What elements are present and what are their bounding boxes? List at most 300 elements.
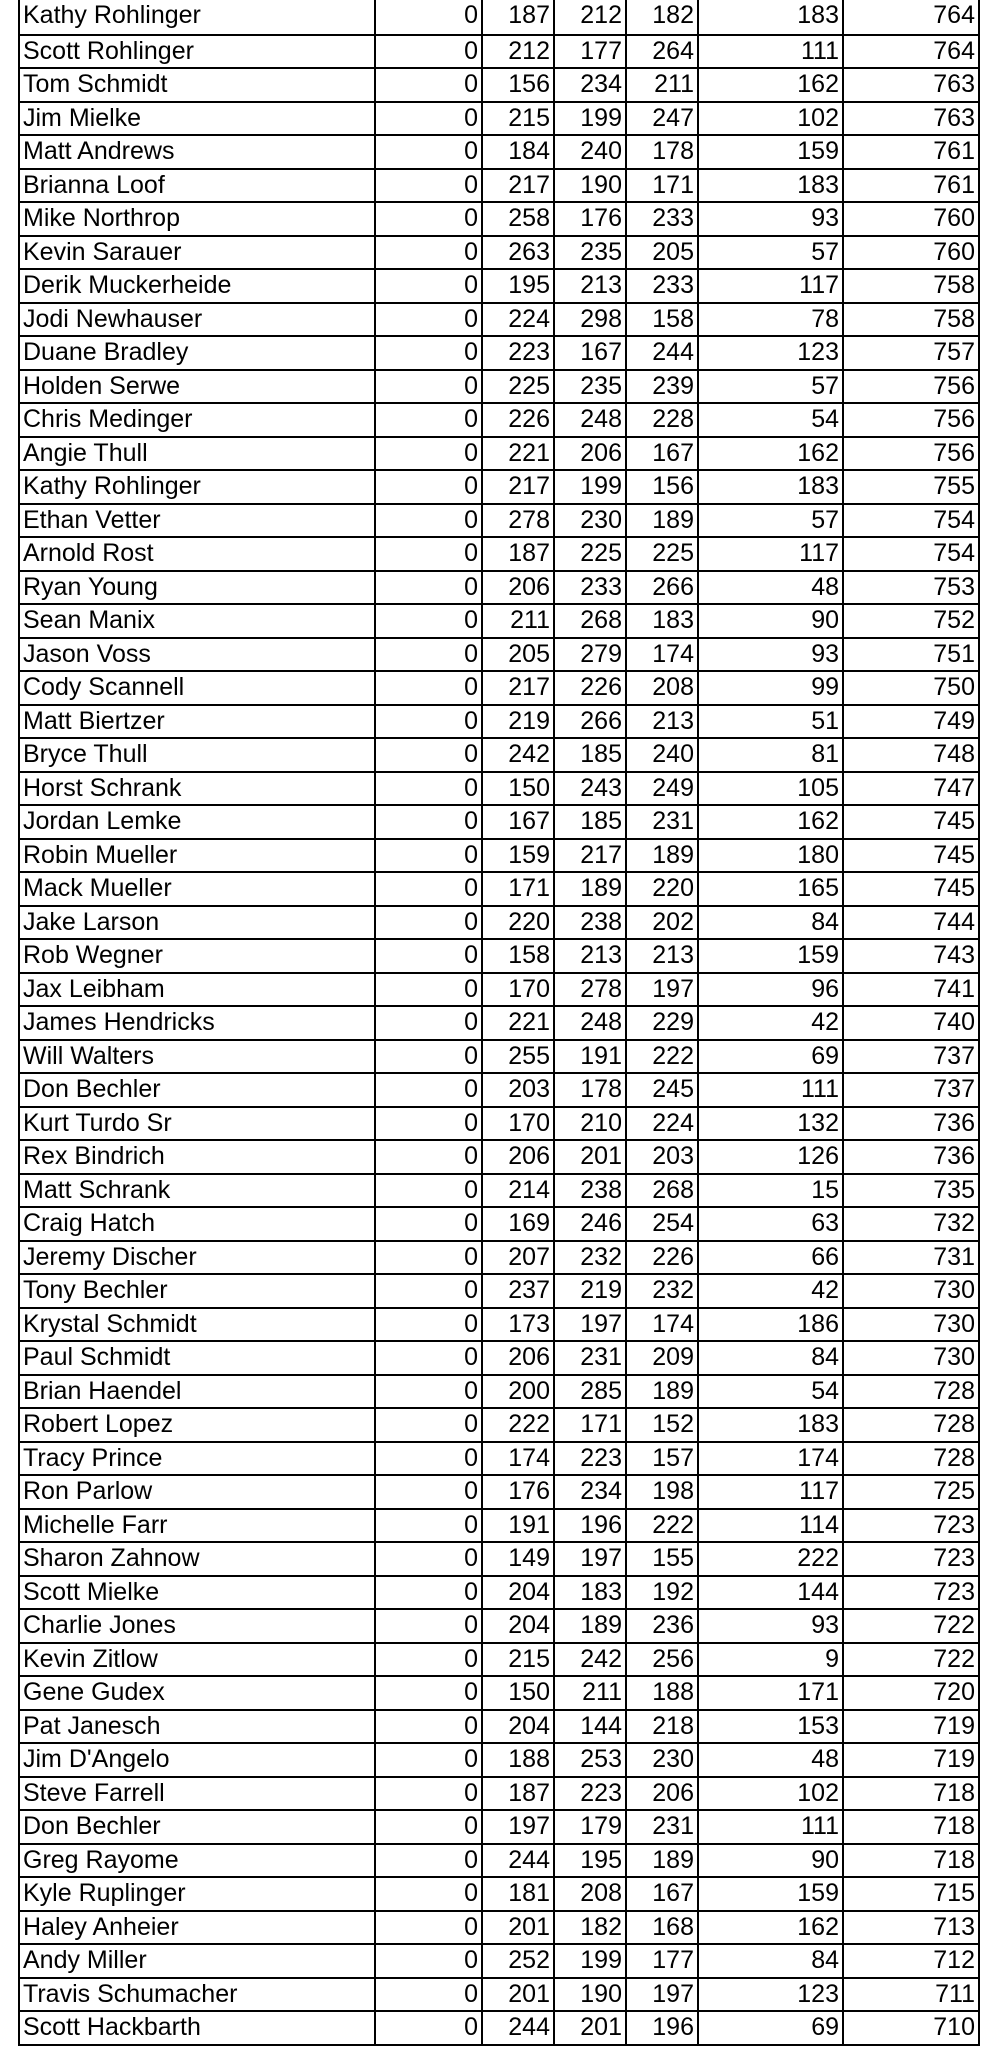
col5-value-cell: 222 [697, 1543, 842, 1575]
player-name-cell: Chris Medinger [18, 404, 374, 436]
table-row [18, 469, 980, 503]
total-value-cell: 761 [842, 170, 980, 202]
col2-value-cell: 221 [481, 438, 553, 470]
col2-value-cell: 176 [481, 1476, 553, 1508]
col4-value-cell: 171 [625, 170, 697, 202]
col5-value-cell: 69 [697, 2012, 842, 2044]
total-value-cell: 743 [842, 940, 980, 972]
player-name-cell: Ryan Young [18, 572, 374, 604]
player-name-cell: Krystal Schmidt [18, 1309, 374, 1341]
col3-value-cell: 185 [553, 806, 625, 838]
col3-value-cell: 231 [553, 1342, 625, 1374]
col5-value-cell: 90 [697, 1845, 842, 1877]
col3-value-cell: 235 [553, 371, 625, 403]
col2-value-cell: 206 [481, 1141, 553, 1173]
table-row [18, 737, 980, 771]
col4-value-cell: 233 [625, 203, 697, 235]
col1-value-cell: 0 [374, 1610, 481, 1642]
player-name-cell: Matt Schrank [18, 1175, 374, 1207]
col2-value-cell: 217 [481, 471, 553, 503]
col5-value-cell: 174 [697, 1443, 842, 1475]
col3-value-cell: 213 [553, 270, 625, 302]
col4-value-cell: 256 [625, 1644, 697, 1676]
total-value-cell: 725 [842, 1476, 980, 1508]
col4-value-cell: 208 [625, 672, 697, 704]
table-row [18, 134, 980, 168]
col5-value-cell: 171 [697, 1677, 842, 1709]
table-row [18, 402, 980, 436]
col3-value-cell: 196 [553, 1510, 625, 1542]
col4-value-cell: 209 [625, 1342, 697, 1374]
col4-value-cell: 249 [625, 773, 697, 805]
col2-value-cell: 237 [481, 1275, 553, 1307]
table-row [18, 1742, 980, 1776]
col3-value-cell: 217 [553, 840, 625, 872]
total-value-cell: 745 [842, 840, 980, 872]
total-value-cell: 732 [842, 1208, 980, 1240]
total-value-cell: 728 [842, 1376, 980, 1408]
col4-value-cell: 231 [625, 1811, 697, 1843]
total-value-cell: 747 [842, 773, 980, 805]
total-value-cell: 754 [842, 538, 980, 570]
player-name-cell: Holden Serwe [18, 371, 374, 403]
col3-value-cell: 197 [553, 1543, 625, 1575]
col1-value-cell: 0 [374, 438, 481, 470]
col4-value-cell: 167 [625, 1878, 697, 1910]
col3-value-cell: 206 [553, 438, 625, 470]
player-name-cell: Kathy Rohlinger [18, 0, 374, 34]
col3-value-cell: 189 [553, 1610, 625, 1642]
table-row [18, 1374, 980, 1408]
player-name-cell: Scott Mielke [18, 1577, 374, 1609]
col4-value-cell: 213 [625, 706, 697, 738]
total-value-cell: 754 [842, 505, 980, 537]
col1-value-cell: 0 [374, 1644, 481, 1676]
col1-value-cell: 0 [374, 940, 481, 972]
col2-value-cell: 204 [481, 1711, 553, 1743]
player-name-cell: Robin Mueller [18, 840, 374, 872]
col3-value-cell: 199 [553, 471, 625, 503]
col5-value-cell: 123 [697, 337, 842, 369]
col2-value-cell: 221 [481, 1007, 553, 1039]
col1-value-cell: 0 [374, 739, 481, 771]
col5-value-cell: 111 [697, 36, 842, 68]
col1-value-cell: 0 [374, 1376, 481, 1408]
col1-value-cell: 0 [374, 103, 481, 135]
col4-value-cell: 206 [625, 1778, 697, 1810]
col2-value-cell: 207 [481, 1242, 553, 1274]
col4-value-cell: 240 [625, 739, 697, 771]
col5-value-cell: 183 [697, 170, 842, 202]
col3-value-cell: 248 [553, 1007, 625, 1039]
col1-value-cell: 0 [374, 1175, 481, 1207]
col2-value-cell: 219 [481, 706, 553, 738]
col1-value-cell: 0 [374, 337, 481, 369]
col3-value-cell: 266 [553, 706, 625, 738]
col1-value-cell: 0 [374, 136, 481, 168]
col1-value-cell: 0 [374, 1677, 481, 1709]
player-name-cell: Steve Farrell [18, 1778, 374, 1810]
col1-value-cell: 0 [374, 1778, 481, 1810]
col5-value-cell: 102 [697, 1778, 842, 1810]
col1-value-cell: 0 [374, 203, 481, 235]
col3-value-cell: 199 [553, 1945, 625, 1977]
col5-value-cell: 162 [697, 806, 842, 838]
table-row [18, 570, 980, 604]
col4-value-cell: 174 [625, 639, 697, 671]
total-value-cell: 710 [842, 2012, 980, 2044]
table-row [18, 1474, 980, 1508]
col3-value-cell: 232 [553, 1242, 625, 1274]
total-value-cell: 728 [842, 1409, 980, 1441]
col4-value-cell: 158 [625, 304, 697, 336]
total-value-cell: 764 [842, 36, 980, 68]
table-row [18, 1508, 980, 1542]
table-row [18, 1943, 980, 1977]
col5-value-cell: 84 [697, 907, 842, 939]
col3-value-cell: 235 [553, 237, 625, 269]
table-row [18, 871, 980, 905]
player-name-cell: Duane Bradley [18, 337, 374, 369]
table-row [18, 1106, 980, 1140]
col3-value-cell: 176 [553, 203, 625, 235]
col4-value-cell: 222 [625, 1510, 697, 1542]
table-row [18, 1173, 980, 1207]
table-row [18, 101, 980, 135]
col3-value-cell: 197 [553, 1309, 625, 1341]
player-name-cell: Cody Scannell [18, 672, 374, 704]
table-row [18, 1139, 980, 1173]
table-row [18, 804, 980, 838]
col4-value-cell: 254 [625, 1208, 697, 1240]
col2-value-cell: 150 [481, 773, 553, 805]
table-row [18, 1709, 980, 1743]
total-value-cell: 719 [842, 1744, 980, 1776]
col2-value-cell: 220 [481, 907, 553, 939]
col4-value-cell: 245 [625, 1074, 697, 1106]
player-name-cell: Will Walters [18, 1041, 374, 1073]
col4-value-cell: 205 [625, 237, 697, 269]
col5-value-cell: 48 [697, 572, 842, 604]
col2-value-cell: 187 [481, 538, 553, 570]
table-row [18, 1876, 980, 1910]
col2-value-cell: 184 [481, 136, 553, 168]
col5-value-cell: 132 [697, 1108, 842, 1140]
total-value-cell: 745 [842, 873, 980, 905]
col4-value-cell: 183 [625, 605, 697, 637]
col5-value-cell: 165 [697, 873, 842, 905]
col4-value-cell: 244 [625, 337, 697, 369]
player-name-cell: Paul Schmidt [18, 1342, 374, 1374]
total-value-cell: 750 [842, 672, 980, 704]
col1-value-cell: 0 [374, 1007, 481, 1039]
table-row [18, 1575, 980, 1609]
col3-value-cell: 278 [553, 974, 625, 1006]
player-name-cell: Jordan Lemke [18, 806, 374, 838]
col1-value-cell: 0 [374, 170, 481, 202]
col2-value-cell: 150 [481, 1677, 553, 1709]
col5-value-cell: 162 [697, 69, 842, 101]
col1-value-cell: 0 [374, 806, 481, 838]
table-row [18, 34, 980, 68]
col4-value-cell: 192 [625, 1577, 697, 1609]
player-name-cell: Mike Northrop [18, 203, 374, 235]
col1-value-cell: 0 [374, 1711, 481, 1743]
table-row [18, 201, 980, 235]
col5-value-cell: 117 [697, 270, 842, 302]
col2-value-cell: 204 [481, 1610, 553, 1642]
col2-value-cell: 187 [481, 1778, 553, 1810]
total-value-cell: 718 [842, 1811, 980, 1843]
col5-value-cell: 126 [697, 1141, 842, 1173]
player-name-cell: Jeremy Discher [18, 1242, 374, 1274]
total-value-cell: 737 [842, 1074, 980, 1106]
table-row [18, 1039, 980, 1073]
table-row [18, 0, 980, 34]
col3-value-cell: 248 [553, 404, 625, 436]
table-row [18, 603, 980, 637]
col3-value-cell: 201 [553, 1141, 625, 1173]
total-value-cell: 711 [842, 1979, 980, 2011]
col5-value-cell: 180 [697, 840, 842, 872]
col2-value-cell: 206 [481, 1342, 553, 1374]
total-value-cell: 722 [842, 1610, 980, 1642]
col1-value-cell: 0 [374, 1074, 481, 1106]
table-row [18, 1441, 980, 1475]
total-value-cell: 745 [842, 806, 980, 838]
col1-value-cell: 0 [374, 706, 481, 738]
col3-value-cell: 230 [553, 505, 625, 537]
table-row [18, 972, 980, 1006]
player-name-cell: Angie Thull [18, 438, 374, 470]
table-row [18, 771, 980, 805]
total-value-cell: 723 [842, 1577, 980, 1609]
col3-value-cell: 219 [553, 1275, 625, 1307]
col5-value-cell: 51 [697, 706, 842, 738]
col5-value-cell: 42 [697, 1275, 842, 1307]
col3-value-cell: 171 [553, 1409, 625, 1441]
col1-value-cell: 0 [374, 1577, 481, 1609]
col2-value-cell: 170 [481, 1108, 553, 1140]
col3-value-cell: 279 [553, 639, 625, 671]
col2-value-cell: 197 [481, 1811, 553, 1843]
col4-value-cell: 177 [625, 1945, 697, 1977]
col1-value-cell: 0 [374, 1845, 481, 1877]
total-value-cell: 731 [842, 1242, 980, 1274]
table-row [18, 1240, 980, 1274]
player-name-cell: Charlie Jones [18, 1610, 374, 1642]
col3-value-cell: 178 [553, 1074, 625, 1106]
col3-value-cell: 242 [553, 1644, 625, 1676]
col4-value-cell: 231 [625, 806, 697, 838]
col5-value-cell: 186 [697, 1309, 842, 1341]
total-value-cell: 722 [842, 1644, 980, 1676]
col4-value-cell: 167 [625, 438, 697, 470]
col3-value-cell: 212 [553, 0, 625, 34]
col1-value-cell: 0 [374, 471, 481, 503]
col3-value-cell: 167 [553, 337, 625, 369]
table-row [18, 838, 980, 872]
table-row [18, 369, 980, 403]
col2-value-cell: 212 [481, 36, 553, 68]
col3-value-cell: 238 [553, 907, 625, 939]
total-value-cell: 730 [842, 1275, 980, 1307]
player-name-cell: Haley Anheier [18, 1912, 374, 1944]
col4-value-cell: 197 [625, 974, 697, 1006]
total-value-cell: 730 [842, 1309, 980, 1341]
col2-value-cell: 188 [481, 1744, 553, 1776]
col5-value-cell: 48 [697, 1744, 842, 1776]
table-row [18, 1776, 980, 1810]
col5-value-cell: 81 [697, 739, 842, 771]
col1-value-cell: 0 [374, 404, 481, 436]
col5-value-cell: 162 [697, 438, 842, 470]
col1-value-cell: 0 [374, 1811, 481, 1843]
score-table [18, 0, 980, 2046]
col1-value-cell: 0 [374, 2012, 481, 2044]
table-row [18, 1675, 980, 1709]
col4-value-cell: 247 [625, 103, 697, 135]
col2-value-cell: 214 [481, 1175, 553, 1207]
col4-value-cell: 239 [625, 371, 697, 403]
col3-value-cell: 185 [553, 739, 625, 771]
table-row [18, 335, 980, 369]
col5-value-cell: 57 [697, 237, 842, 269]
col5-value-cell: 54 [697, 1376, 842, 1408]
col3-value-cell: 285 [553, 1376, 625, 1408]
col2-value-cell: 263 [481, 237, 553, 269]
col5-value-cell: 84 [697, 1342, 842, 1374]
col3-value-cell: 195 [553, 1845, 625, 1877]
total-value-cell: 763 [842, 103, 980, 135]
col4-value-cell: 152 [625, 1409, 697, 1441]
col2-value-cell: 223 [481, 337, 553, 369]
table-row [18, 2010, 980, 2046]
player-name-cell: Michelle Farr [18, 1510, 374, 1542]
table-row [18, 1977, 980, 2011]
col5-value-cell: 123 [697, 1979, 842, 2011]
col3-value-cell: 190 [553, 1979, 625, 2011]
col4-value-cell: 213 [625, 940, 697, 972]
total-value-cell: 755 [842, 471, 980, 503]
col5-value-cell: 159 [697, 1878, 842, 1910]
col3-value-cell: 234 [553, 69, 625, 101]
total-value-cell: 760 [842, 203, 980, 235]
col2-value-cell: 211 [481, 605, 553, 637]
col5-value-cell: 15 [697, 1175, 842, 1207]
total-value-cell: 735 [842, 1175, 980, 1207]
col2-value-cell: 242 [481, 739, 553, 771]
player-name-cell: James Hendricks [18, 1007, 374, 1039]
col1-value-cell: 0 [374, 505, 481, 537]
player-name-cell: Kathy Rohlinger [18, 471, 374, 503]
table-row [18, 1072, 980, 1106]
col3-value-cell: 189 [553, 873, 625, 905]
col1-value-cell: 0 [374, 304, 481, 336]
col2-value-cell: 201 [481, 1979, 553, 2011]
col2-value-cell: 278 [481, 505, 553, 537]
player-name-cell: Jason Voss [18, 639, 374, 671]
player-name-cell: Matt Andrews [18, 136, 374, 168]
table-row [18, 1407, 980, 1441]
col4-value-cell: 196 [625, 2012, 697, 2044]
total-value-cell: 748 [842, 739, 980, 771]
total-value-cell: 728 [842, 1443, 980, 1475]
col4-value-cell: 224 [625, 1108, 697, 1140]
col1-value-cell: 0 [374, 538, 481, 570]
table-row [18, 1809, 980, 1843]
total-value-cell: 713 [842, 1912, 980, 1944]
col3-value-cell: 233 [553, 572, 625, 604]
col5-value-cell: 111 [697, 1074, 842, 1106]
player-name-cell: Pat Janesch [18, 1711, 374, 1743]
player-name-cell: Tony Bechler [18, 1275, 374, 1307]
col2-value-cell: 156 [481, 69, 553, 101]
col3-value-cell: 223 [553, 1778, 625, 1810]
player-name-cell: Jim D'Angelo [18, 1744, 374, 1776]
col3-value-cell: 211 [553, 1677, 625, 1709]
col3-value-cell: 199 [553, 103, 625, 135]
col1-value-cell: 0 [374, 1744, 481, 1776]
col1-value-cell: 0 [374, 69, 481, 101]
table-row [18, 1541, 980, 1575]
col5-value-cell: 105 [697, 773, 842, 805]
player-name-cell: Gene Gudex [18, 1677, 374, 1709]
player-name-cell: Ethan Vetter [18, 505, 374, 537]
col4-value-cell: 198 [625, 1476, 697, 1508]
col5-value-cell: 42 [697, 1007, 842, 1039]
player-name-cell: Travis Schumacher [18, 1979, 374, 2011]
col5-value-cell: 84 [697, 1945, 842, 1977]
total-value-cell: 753 [842, 572, 980, 604]
col2-value-cell: 204 [481, 1577, 553, 1609]
player-name-cell: Kevin Sarauer [18, 237, 374, 269]
col1-value-cell: 0 [374, 1208, 481, 1240]
col4-value-cell: 178 [625, 136, 697, 168]
col4-value-cell: 168 [625, 1912, 697, 1944]
table-row [18, 436, 980, 470]
col3-value-cell: 144 [553, 1711, 625, 1743]
table-row [18, 268, 980, 302]
col1-value-cell: 0 [374, 1878, 481, 1910]
col4-value-cell: 157 [625, 1443, 697, 1475]
col2-value-cell: 158 [481, 940, 553, 972]
total-value-cell: 740 [842, 1007, 980, 1039]
col4-value-cell: 226 [625, 1242, 697, 1274]
col3-value-cell: 190 [553, 170, 625, 202]
col1-value-cell: 0 [374, 1108, 481, 1140]
table-row [18, 1843, 980, 1877]
player-name-cell: Sean Manix [18, 605, 374, 637]
total-value-cell: 719 [842, 1711, 980, 1743]
player-name-cell: Jodi Newhauser [18, 304, 374, 336]
col3-value-cell: 183 [553, 1577, 625, 1609]
col2-value-cell: 195 [481, 270, 553, 302]
col5-value-cell: 57 [697, 505, 842, 537]
col2-value-cell: 226 [481, 404, 553, 436]
col1-value-cell: 0 [374, 974, 481, 1006]
total-value-cell: 758 [842, 304, 980, 336]
col2-value-cell: 169 [481, 1208, 553, 1240]
col1-value-cell: 0 [374, 773, 481, 805]
player-name-cell: Derik Muckerheide [18, 270, 374, 302]
col4-value-cell: 225 [625, 538, 697, 570]
total-value-cell: 723 [842, 1510, 980, 1542]
col2-value-cell: 244 [481, 2012, 553, 2044]
total-value-cell: 752 [842, 605, 980, 637]
col1-value-cell: 0 [374, 873, 481, 905]
col1-value-cell: 0 [374, 1141, 481, 1173]
